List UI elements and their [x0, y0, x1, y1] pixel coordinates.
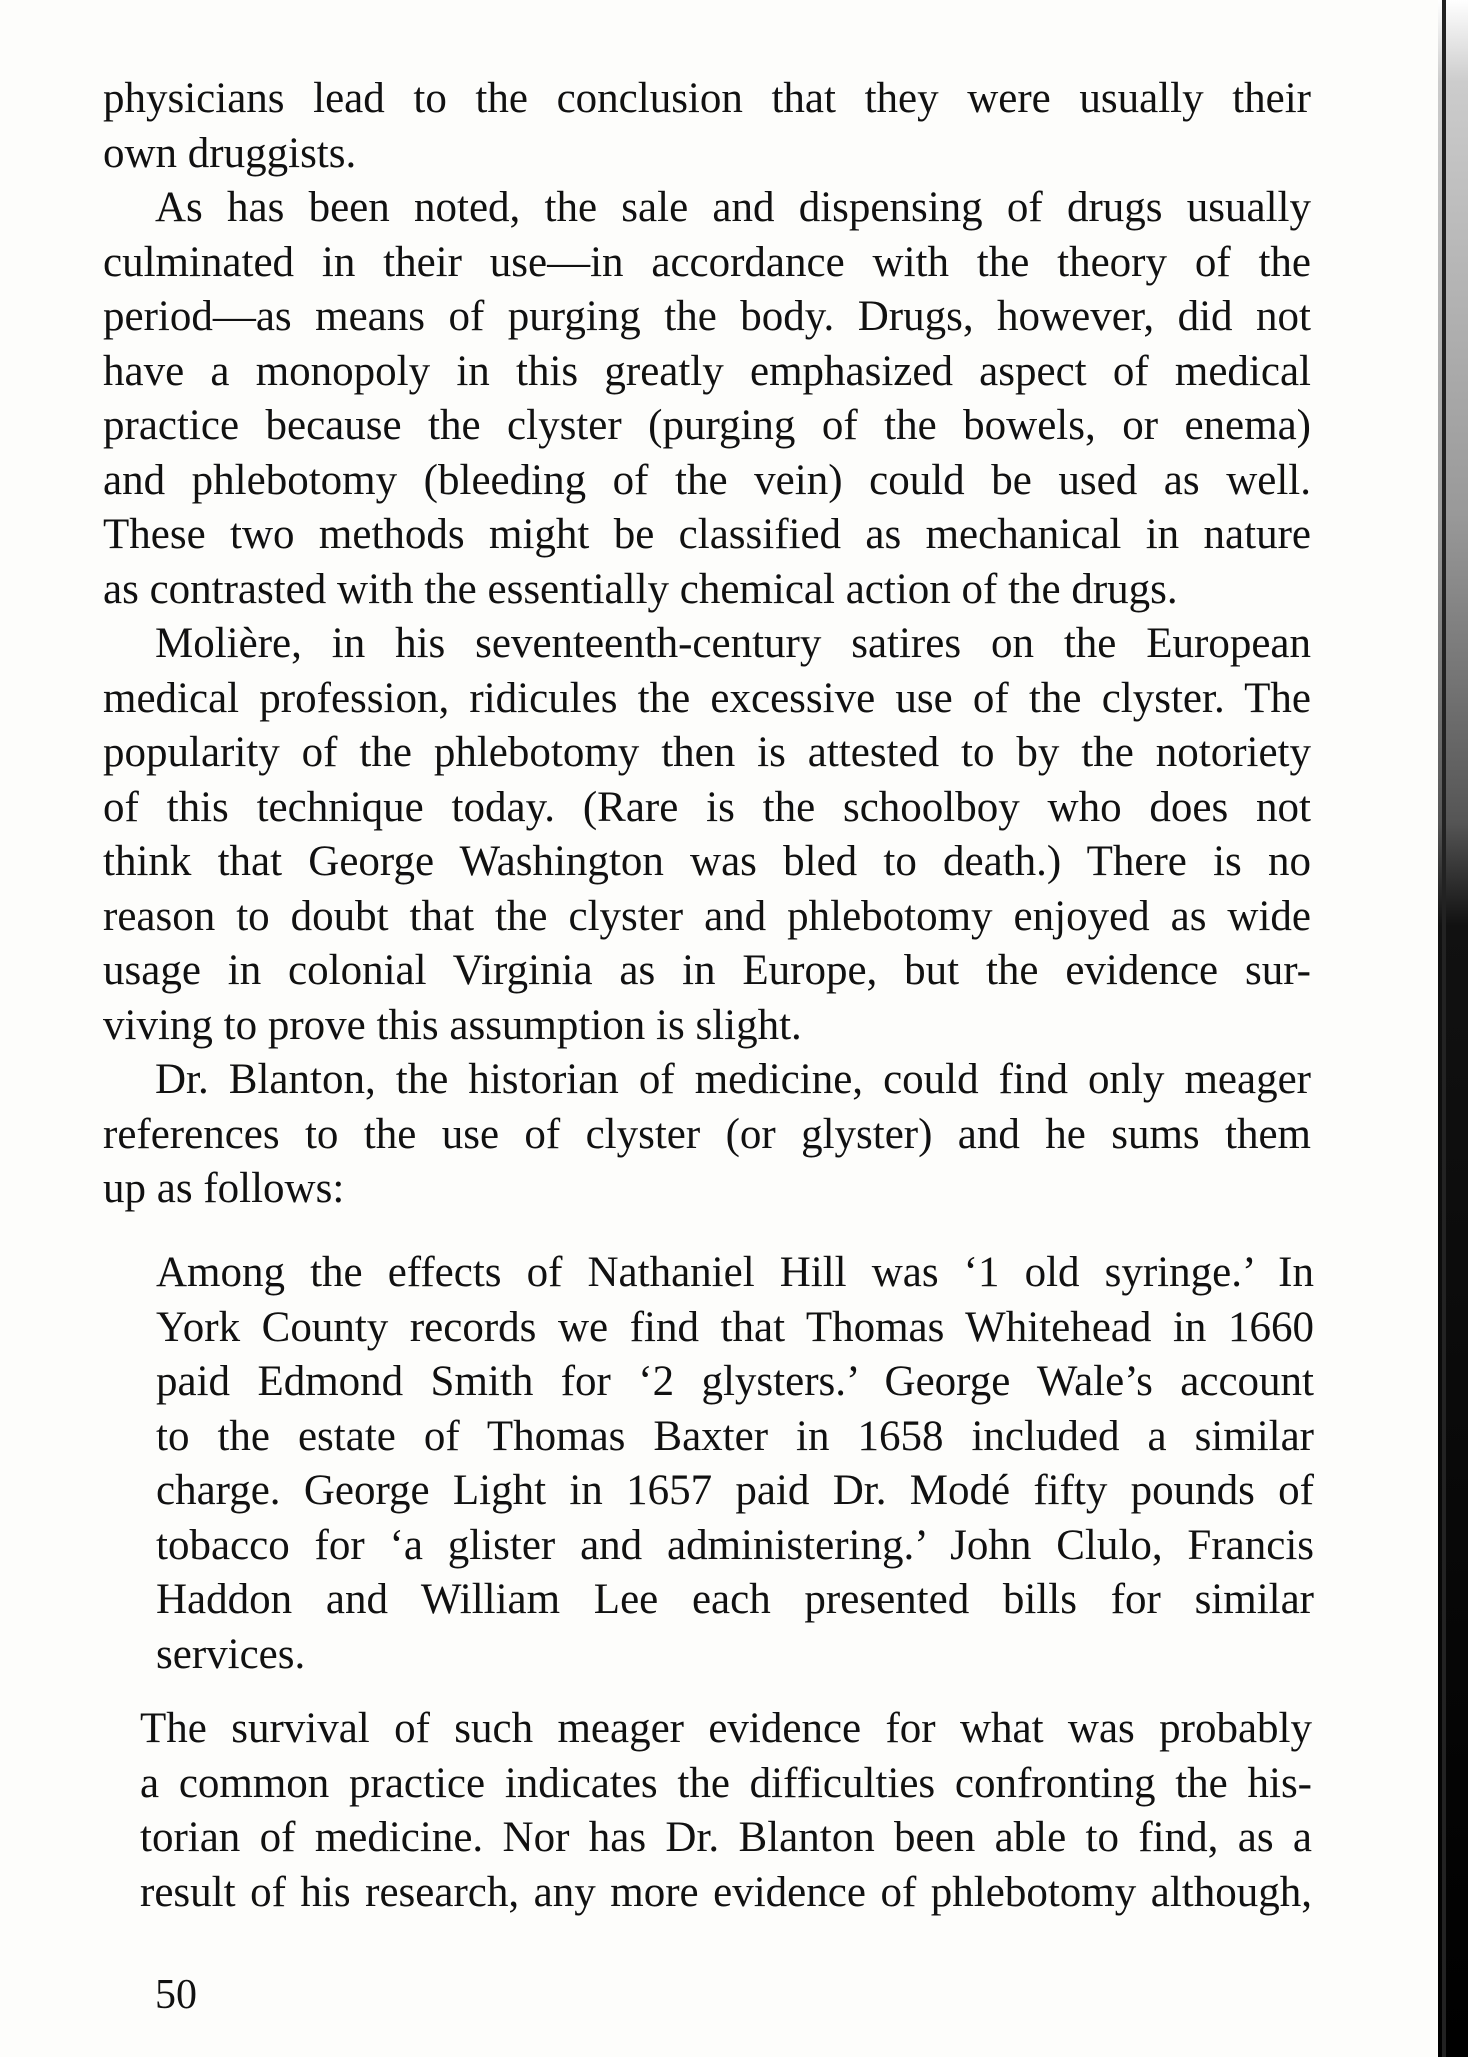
text-line: reason to doubt that the clyster and phlebotomy enjoyed as wide: [103, 892, 1311, 940]
quote-line: York County records we find that Thomas Whitehead in 1660: [156, 1303, 1314, 1351]
text-line: of this technique today. (Rare is the schoolboy who does not: [103, 783, 1311, 831]
text-line: The survival of such meager evidence for what was probably: [140, 1705, 1312, 1752]
text-line: result of his research, any more evidence of phlebotomy although,: [140, 1868, 1312, 1916]
text-line: medical profession, ridicules the excessive use of the clyster. The: [103, 674, 1311, 722]
quote-line: services.: [156, 1630, 306, 1678]
text-line: These two methods might be classified as mechanical in nature: [103, 511, 1311, 558]
text-line: as contrasted with the essentially chemical action of the drugs.: [103, 565, 1178, 613]
closing-paragraph: [140, 1702, 1312, 1920]
text-line: a common practice indicates the difficulties confronting the his-: [140, 1759, 1312, 1807]
text-line: Molière, in his seventeenth-century satires on the European: [155, 620, 1311, 667]
text-line: usage in colonial Virginia as in Europe, but the evidence sur-: [103, 947, 1311, 994]
text-line: As has been noted, the sale and dispensing of drugs usually: [155, 184, 1311, 231]
text-line: viving to prove this assumption is slight.: [103, 1001, 802, 1049]
quote-line: charge. George Light in 1657 paid Dr. Modé fifty pounds of: [156, 1467, 1314, 1514]
text-line: popularity of the phlebotomy then is attested to by the notoriety: [103, 729, 1311, 776]
body-text: [103, 72, 1311, 1217]
text-line: references to the use of clyster (or glyster) and he sums them: [103, 1110, 1311, 1158]
scan-edge-line: [1442, 0, 1446, 2057]
text-line: up as follows:: [103, 1165, 345, 1212]
block-quote: [156, 1246, 1314, 1682]
text-line: and phlebotomy (bleeding of the vein) could be used as well.: [103, 456, 1311, 504]
text-line: own druggists.: [103, 129, 357, 177]
text-line: physicians lead to the conclusion that they were usually their: [103, 75, 1311, 122]
text-line: Dr. Blanton, the historian of medicine, could find only meager: [155, 1056, 1311, 1103]
quote-line: Among the effects of Nathaniel Hill was ‘1 old syringe.’ In: [156, 1249, 1314, 1296]
text-line: period—as means of purging the body. Drugs, however, did not: [103, 293, 1311, 340]
text-line: have a monopoly in this greatly emphasized aspect of medical: [103, 347, 1311, 395]
text-line: think that George Washington was bled to death.) There is no: [103, 838, 1311, 885]
page-number: 50: [155, 1972, 197, 2018]
quote-line: tobacco for ‘a glister and administering.’ John Clulo, Francis: [156, 1521, 1314, 1569]
text-line: culminated in their use—in accordance with the theory of the: [103, 238, 1311, 286]
text-line: practice because the clyster (purging of the bowels, or enema): [103, 402, 1311, 449]
text-line: torian of medicine. Nor has Dr. Blanton been able to find, as a: [140, 1814, 1312, 1861]
quote-line: paid Edmond Smith for ‘2 glysters.’ George Wale’s account: [156, 1358, 1314, 1405]
quote-line: to the estate of Thomas Baxter in 1658 included a similar: [156, 1412, 1314, 1460]
quote-line: Haddon and William Lee each presented bills for similar: [156, 1576, 1314, 1623]
